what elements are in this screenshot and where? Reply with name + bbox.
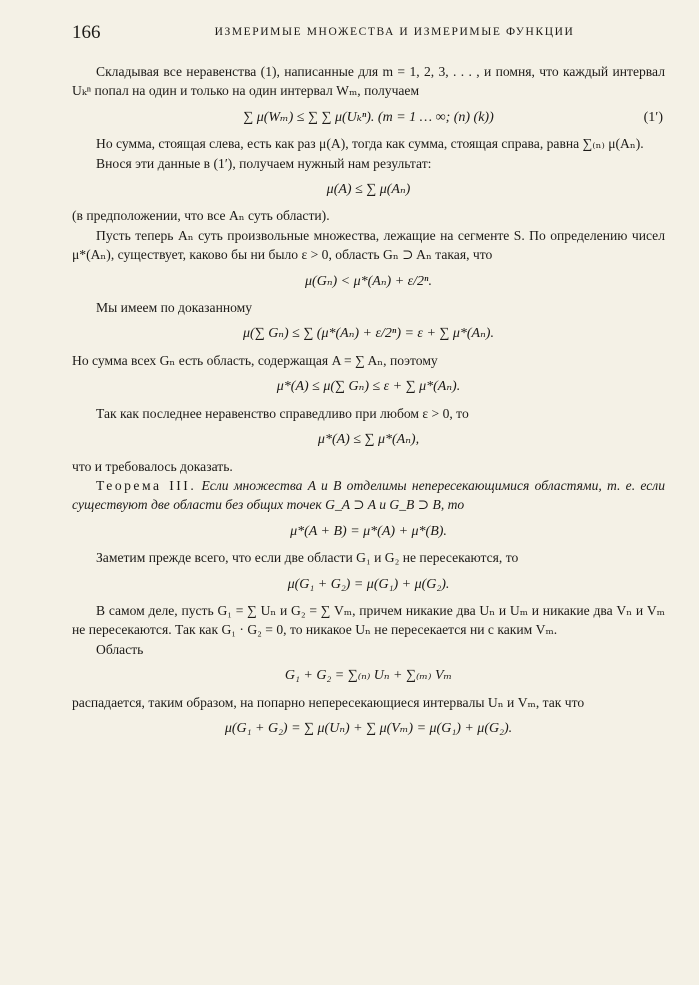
formula-1-prime <box>72 108 665 127</box>
paragraph: Пусть теперь Aₙ суть произвольные множества, лежащие на сегменте S. По определению чисел μ*(Aₙ), существует, каково бы ни было ε > 0, область Gₙ ⊃ Aₙ такая, что <box>72 227 665 263</box>
formula: G₁ + G₂ = ∑₍ₙ₎ Uₙ + ∑₍ₘ₎ Vₘ <box>284 668 453 684</box>
paragraph: что и требовалось доказать. <box>72 458 233 474</box>
paragraph: Так как последнее неравенство справедливо при любом ε > 0, то <box>96 405 469 421</box>
equation-tag: (1′) <box>643 109 663 125</box>
theorem-heading: Теорема III. <box>96 477 197 493</box>
formula: μ(Gₙ) < μ*(Aₙ) + ε/2ⁿ. <box>305 273 432 289</box>
formula: μ*(A) ≤ μ(∑ Gₙ) ≤ ε + ∑ μ*(Aₙ). <box>276 379 461 395</box>
paragraph: Но сумма всех Gₙ есть область, содержащая A = ∑ Aₙ, поэтому <box>72 352 438 368</box>
paragraph: Но сумма, стоящая слева, есть как раз μ(A), тогда как сумма, стоящая справа, равна ∑₍ₙ₎ μ(Aₙ). <box>96 136 644 152</box>
theorem-statement: Если множества A и B отделимы непересекающимися областями, т. е. если существуют две области без общих точек G_A ⊃ A и G_B ⊃ B, то <box>72 477 665 513</box>
paragraph: распадается, таким образом, на попарно непересекающиеся интервалы Uₙ и Vₘ, так что <box>72 694 585 710</box>
formula: μ(A) ≤ ∑ μ(Aₙ) <box>326 182 411 198</box>
paragraph: (в предположении, что все Aₙ суть области). <box>72 208 330 224</box>
paragraph: В самом деле, пусть G₁ = ∑ Uₙ и G₂ = ∑ Vₘ, причем никакие два Uₙ и Uₘ и никакие два Vₙ и Vₘ не пересекаются. Так как G₁ · G₂ = 0, то никакое Uₙ не пересекается ни с каким Vₘ. <box>72 602 665 638</box>
formula: μ(∑ Gₙ) ≤ ∑ (μ*(Aₙ) + ε/2ⁿ) = ε + ∑ μ*(Aₙ). <box>243 326 494 342</box>
page-body <box>72 62 665 745</box>
formula: μ*(A) ≤ ∑ μ*(Aₙ), <box>317 432 420 448</box>
formula: μ(G₁ + G₂) = μ(G₁) + μ(G₂). <box>287 576 450 592</box>
paragraph: Область <box>96 641 144 657</box>
running-title: ИЗМЕРИМЫЕ МНОЖЕСТВА И ИЗМЕРИМЫЕ ФУНКЦИИ <box>214 26 575 38</box>
page-header <box>72 22 665 46</box>
formula: μ(G₁ + G₂) = ∑ μ(Uₙ) + ∑ μ(Vₘ) = μ(G₁) + μ(G₂). <box>224 720 513 736</box>
paragraph: Внося эти данные в (1′), получаем нужный нам результат: <box>96 155 432 171</box>
page-number: 166 <box>72 22 101 43</box>
paragraph: Заметим прежде всего, что если две области G₁ и G₂ не пересекаются, то <box>96 550 519 566</box>
theorem-3 <box>72 476 665 515</box>
paragraph: Мы имеем по доказанному <box>96 300 253 316</box>
formula-text: ∑ μ(Wₘ) ≤ ∑ ∑ μ(Uₖⁿ). (m = 1 … ∞; (n) (k)) <box>243 109 494 125</box>
formula: μ*(A + B) = μ*(A) + μ*(B). <box>290 523 447 539</box>
paragraph: Складывая все неравенства (1), написанные для m = 1, 2, 3, . . . , и помня, что каждый интервал Uₖⁿ попал на один и только на один интервал Wₘ, получаем <box>72 64 665 99</box>
